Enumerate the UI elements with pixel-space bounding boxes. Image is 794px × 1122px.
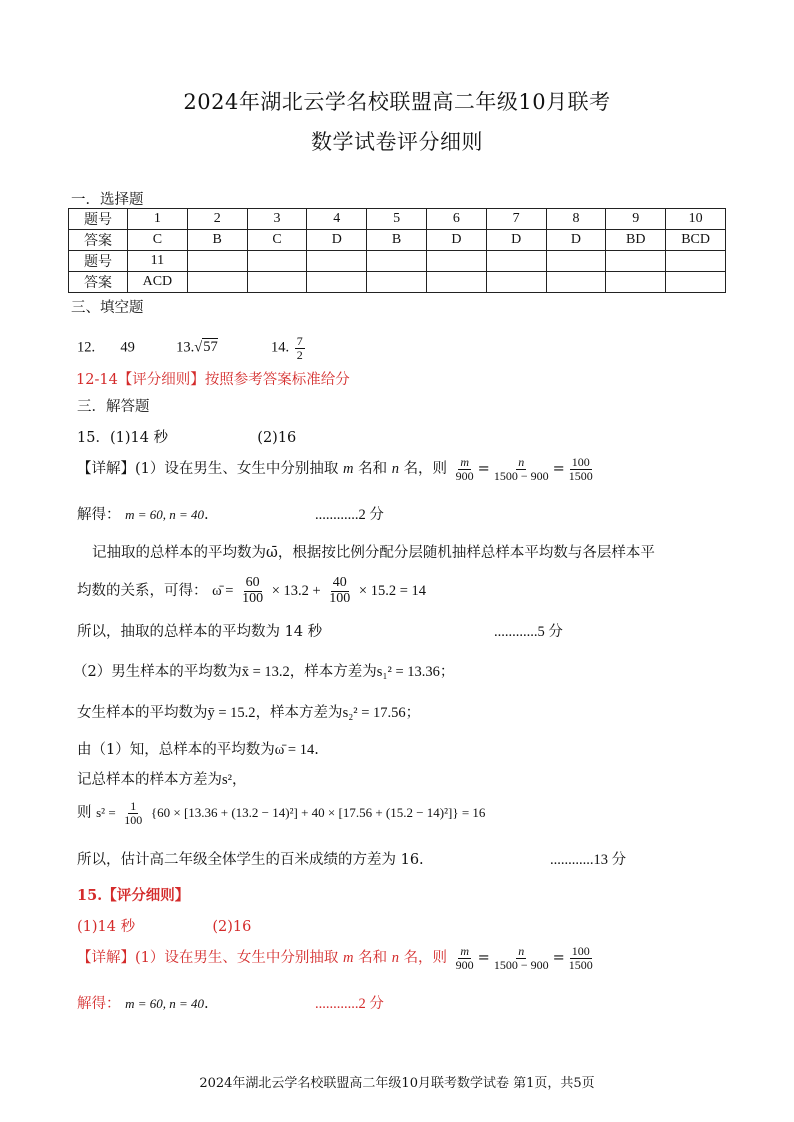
fill-answers (77, 335, 307, 361)
var-n: n (391, 461, 399, 478)
table-cell: 4 (307, 209, 367, 230)
q15-rule-detail: 【详解】(1）设在男生、女生中分别抽取 m 名和 n 名，则 $\frac{m}{900}$ = $\frac{n}{1500 - 900}$ = $\frac{100}{1500}$ (77, 944, 593, 972)
math-text: × 15.2 = 14 (358, 583, 426, 600)
table-row (69, 272, 726, 293)
fraction (567, 945, 595, 971)
answer-table (68, 208, 726, 293)
table-cell: 8 (546, 209, 606, 230)
rule-text: 按照参考答案标准给分 (204, 372, 350, 388)
var-m: m (343, 461, 354, 478)
q15-answer-1: 15．(1)14 秒 (77, 430, 169, 446)
math-text: s₁² = 13.36 (376, 664, 440, 680)
table-cell: 题号 (69, 251, 128, 272)
q15-para-2 (77, 576, 426, 606)
fraction (492, 945, 551, 971)
fraction-denominator: 2 (296, 347, 303, 362)
fraction-denominator: 100 (242, 590, 264, 606)
fraction (454, 456, 476, 482)
exam-subtitle: 数学试卷评分细则 (311, 130, 483, 154)
detail-label: 【详解】 (77, 950, 135, 967)
q12-label: 12. (77, 339, 96, 356)
table-cell (666, 251, 726, 272)
q14-label: 14. (270, 339, 290, 356)
score-2: ............2 分 (315, 507, 384, 523)
fraction-denominator: 1500 − 900 (493, 468, 549, 483)
detail-text: (1）设在男生、女生中分别抽取 (135, 950, 339, 967)
table-cell: BCD (666, 230, 726, 251)
table-cell: 题号 (69, 209, 128, 230)
table-cell (307, 272, 367, 293)
fraction-numerator: n (518, 944, 525, 958)
fraction-numerator: 1 (130, 799, 137, 813)
rule-answer-1: (1)14 秒 (77, 919, 136, 935)
fraction-numerator: 100 (571, 944, 590, 958)
para-text: ； (405, 705, 421, 721)
fraction-numerator: m (460, 944, 469, 958)
table-cell (486, 272, 546, 293)
table-cell: 1 (128, 209, 188, 230)
detail-text: (1）设在男生、女生中分别抽取 (135, 461, 339, 478)
para-text: ， (232, 772, 247, 788)
table-cell: 9 (606, 209, 666, 230)
table-cell: 7 (486, 209, 546, 230)
table-cell: 2 (187, 209, 247, 230)
q13-answer: 57 (203, 339, 218, 356)
para-text: 均数的关系，可得： (77, 583, 208, 600)
fraction-denominator: 1500 − 900 (493, 957, 549, 972)
table-cell: BD (606, 230, 666, 251)
para-text: . (314, 742, 319, 758)
table-cell (606, 251, 666, 272)
solve-label: 解得： (77, 996, 121, 1012)
solve-expression: m = 60, n = 40 (125, 996, 205, 1011)
fraction (492, 456, 551, 482)
fraction-denominator: 1500 (568, 468, 593, 483)
q15-solve-line: 解得： m = 60, n = 40. (77, 507, 209, 523)
para-text: ，样本方差为 (289, 664, 377, 680)
rule-answer-2: (2)16 (212, 919, 252, 935)
para-text: （2）男生样本的平均数为 (73, 664, 242, 680)
q15-variance-formula (77, 800, 485, 826)
table-cell (367, 272, 427, 293)
para-text: 由（1）知，总样本的平均数为 (77, 742, 275, 758)
table-cell: C (247, 230, 307, 251)
fraction-denominator: 1500 (568, 957, 593, 972)
fraction-denominator: 100 (329, 590, 351, 606)
fraction-numerator: m (460, 455, 469, 469)
para-text: ，样本方差为 (255, 705, 343, 721)
table-cell: D (486, 230, 546, 251)
fraction (327, 576, 352, 606)
omega-mean: ω̄ = (212, 583, 234, 600)
var-n: n (391, 950, 399, 967)
math-text: ȳ = 15.2 (207, 705, 256, 721)
table-cell (307, 251, 367, 272)
table-cell (666, 272, 726, 293)
q15-part2-line3 (77, 738, 319, 759)
table-row (69, 209, 726, 230)
fraction-denominator: 900 (455, 957, 474, 972)
math-text: x̄ = 13.2 (241, 664, 290, 680)
table-cell (606, 272, 666, 293)
detail-label: 【详解】 (77, 461, 135, 478)
table-cell: 答案 (69, 230, 128, 251)
solve-label: 解得： (77, 507, 121, 523)
math-text: s² = (96, 805, 116, 821)
q15-rule-heading: 15.【评分细则】 (77, 887, 190, 904)
fraction-numerator: 60 (245, 575, 260, 590)
table-cell: 11 (128, 251, 188, 272)
q15-answer-line (77, 426, 296, 447)
q15-rule-solve: 解得： m = 60, n = 40. (77, 996, 209, 1012)
table-cell: 5 (367, 209, 427, 230)
score-2-rule: ............2 分 (315, 996, 384, 1012)
table-cell: D (546, 230, 606, 251)
q15-rule-answers (77, 915, 251, 936)
detail-text: 名和 (358, 950, 388, 967)
fraction (240, 576, 265, 606)
fraction-numerator: 100 (571, 455, 590, 469)
fraction-denominator: 100 (124, 812, 143, 827)
para-text: 女生样本的平均数为 (77, 705, 208, 721)
fraction-denominator: 900 (455, 468, 474, 483)
table-row (69, 251, 726, 272)
table-cell: C (128, 230, 188, 251)
math-text: {60 × [13.36 + (13.2 − 14)²] + 40 × [17.56 + (15.2 − 14)²]} = 16 (150, 805, 486, 821)
q14-answer (295, 335, 305, 361)
q15-detail-line: 【详解】(1）设在男生、女生中分别抽取 m 名和 n 名，则 $\frac{m}{900}$ = $\frac{n}{1500 - 900}$ = $\frac{100}{1500}$ (77, 455, 593, 483)
q15-part2-line1 (73, 660, 454, 681)
score-5: ............5 分 (494, 624, 563, 640)
q15-part2-line4 (77, 768, 247, 789)
table-cell (187, 272, 247, 293)
para-text: 则 (77, 805, 92, 822)
q15-answer-2: (2)16 (257, 430, 297, 446)
table-cell (187, 251, 247, 272)
table-cell (426, 251, 486, 272)
fraction-numerator: 40 (332, 575, 347, 590)
table-cell: B (187, 230, 247, 251)
table-cell (247, 272, 307, 293)
math-text: × 13.2 + (271, 583, 321, 600)
detail-text: 名，则 (403, 950, 448, 967)
fraction-numerator: n (518, 455, 525, 469)
table-cell (367, 251, 427, 272)
table-cell: D (307, 230, 367, 251)
para-text: 记总样本的样本方差为 (77, 772, 222, 788)
math-text: ω̄ = 14 (274, 742, 315, 758)
table-cell: 10 (666, 209, 726, 230)
math-text: s² (222, 772, 232, 788)
table-cell (426, 272, 486, 293)
table-cell: ACD (128, 272, 188, 293)
fraction (454, 945, 476, 971)
fraction-numerator: 7 (296, 334, 303, 348)
score-13: ............13 分 (550, 852, 627, 868)
sqrt-icon: √ (194, 339, 203, 356)
q15-conclusion-1: 所以，抽取的总样本的平均数为 14 秒 (77, 624, 323, 640)
q15-para-1: 记抽取的总样本的平均数为ω̄，根据按比例分配分层随机抽样总样本平均数与各层样本平 (92, 545, 655, 561)
q12-answer: 49 (120, 339, 135, 356)
fraction (122, 800, 144, 826)
math-text: s₂² = 17.56 (342, 705, 406, 721)
rule-12-14 (76, 368, 350, 389)
q15-conclusion-2: 所以，估计高二年级全体学生的百米成绩的方差为 16. (77, 852, 424, 868)
detail-text: 名，则 (403, 461, 448, 478)
detail-text: 名和 (358, 461, 388, 478)
table-row (69, 230, 726, 251)
solve-expression: m = 60, n = 40 (125, 507, 205, 522)
table-cell (546, 251, 606, 272)
table-cell (546, 272, 606, 293)
page-footer: 2024年湖北云学名校联盟高二年级10月联考数学试卷 第1页，共5页 (199, 1076, 595, 1091)
table-cell (486, 251, 546, 272)
var-m: m (343, 950, 354, 967)
table-cell: 答案 (69, 272, 128, 293)
table-cell: 6 (426, 209, 486, 230)
section-fill-heading: 三、填空题 (71, 300, 144, 316)
table-cell: 3 (247, 209, 307, 230)
q15-part2-line2 (77, 701, 420, 722)
section-choice-heading: 一．选择题 (71, 192, 144, 208)
table-cell: B (367, 230, 427, 251)
rule-label: 12-14【评分细则】 (76, 372, 205, 388)
table-cell (247, 251, 307, 272)
table-cell: D (426, 230, 486, 251)
section-solve-heading: 三．解答题 (77, 399, 150, 415)
fraction (567, 456, 595, 482)
para-text: ； (439, 664, 455, 680)
q13-label: 13. (176, 339, 195, 356)
exam-title: 2024年湖北云学名校联盟高二年级10月联考 (183, 90, 611, 114)
